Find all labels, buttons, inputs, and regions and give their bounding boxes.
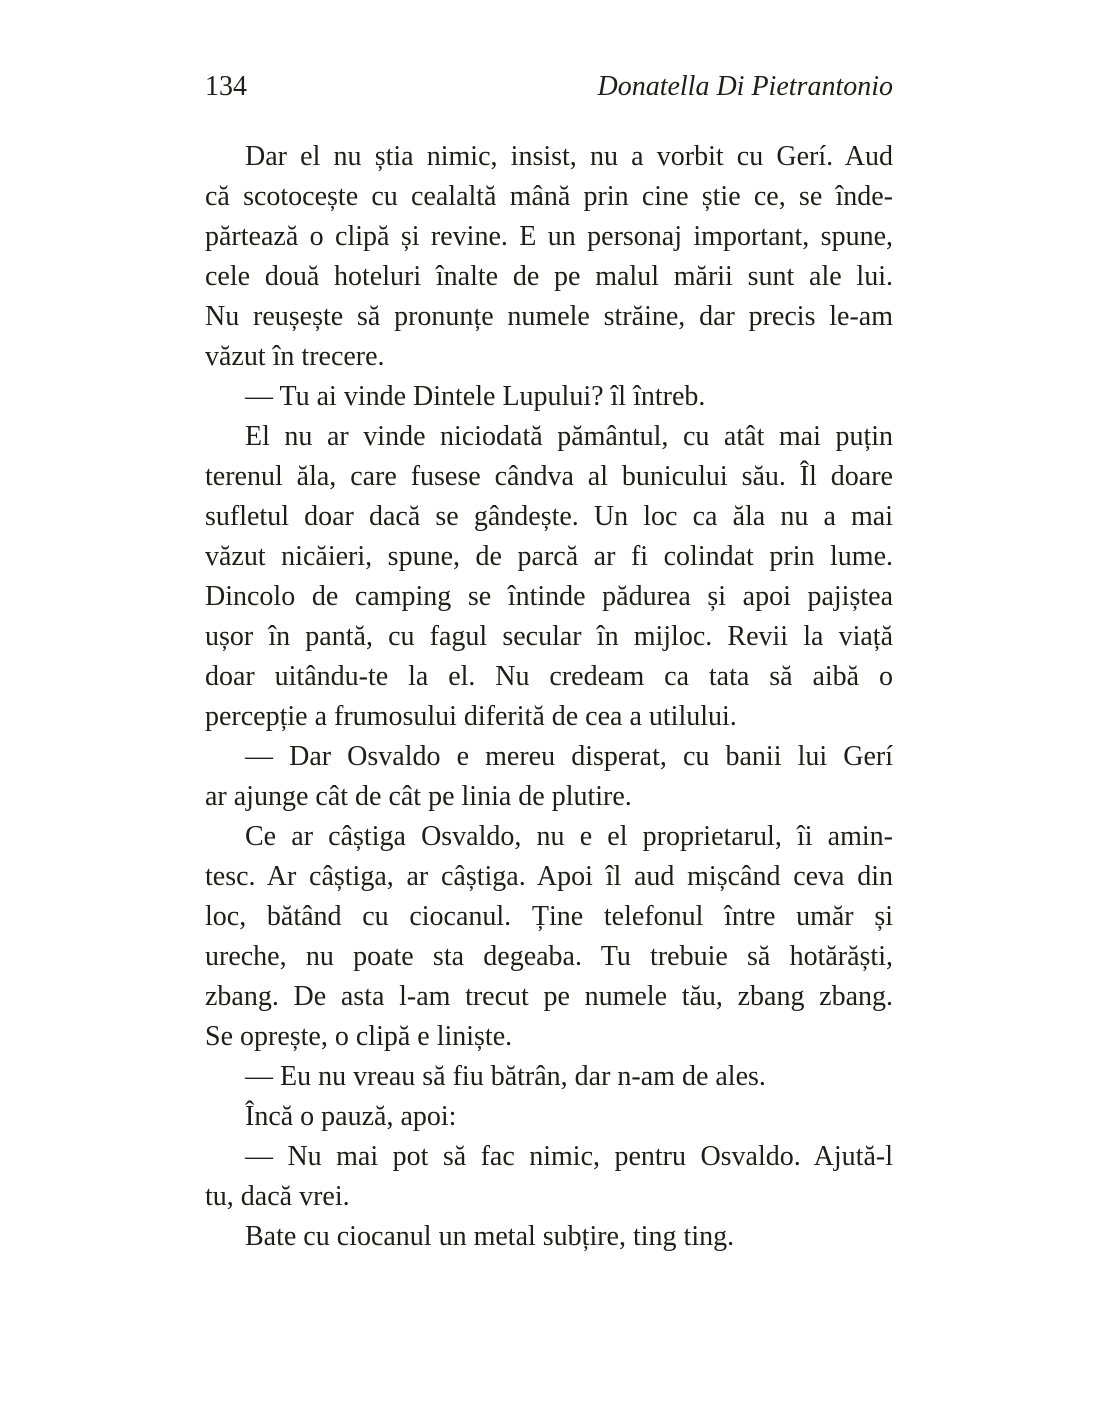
text-line: Încă o pauză, apoi: — [245, 1101, 457, 1132]
text-line: Dar el nu știa nimic, insist, nu a vorbit cu Gerí. Aud — [245, 141, 893, 172]
paragraph — [205, 737, 893, 817]
text-line: — Nu mai pot să fac nimic, pentru Osvaldo. Ajută-l — [245, 1141, 893, 1172]
paragraph — [205, 137, 893, 377]
text-line: — Tu ai vinde Dintele Lupului? îl întreb. — [245, 381, 706, 412]
text-line: ar ajunge cât de cât pe linia de plutire. — [205, 781, 632, 812]
text-line: tesc. Ar câștiga, ar câștiga. Apoi îl aud mișcând ceva din — [205, 861, 893, 892]
text-line: cele două hoteluri înalte de pe malul mării sunt ale lui. — [205, 261, 893, 292]
paragraph — [205, 817, 893, 1057]
paragraph — [205, 377, 893, 417]
text-line: percepție a frumosului diferită de cea a utilului. — [205, 701, 737, 732]
text-line: că scotocește cu cealaltă mână prin cine știe ce, se înde- — [205, 181, 893, 212]
paragraph — [205, 1217, 893, 1257]
text-line: Dincolo de camping se întinde pădurea și apoi pajiștea — [205, 581, 893, 612]
text-line: Ce ar câștiga Osvaldo, nu e el proprietarul, îi amin- — [245, 821, 893, 852]
paragraph — [205, 417, 893, 737]
text-line: — Eu nu vreau să fiu bătrân, dar n-am de ales. — [245, 1061, 766, 1092]
text-line: părtează o clipă și revine. E un personaj important, spune, — [205, 221, 893, 252]
text-line: văzut nicăieri, spune, de parcă ar fi colindat prin lume. — [205, 541, 893, 572]
page-body — [205, 137, 893, 1257]
text-line: — Dar Osvaldo e mereu disperat, cu banii lui Gerí — [245, 741, 893, 772]
paragraph — [205, 1057, 893, 1097]
text-line: sufletul doar dacă se gândește. Un loc ca ăla nu a mai — [205, 501, 893, 532]
text-line: văzut în trecere. — [205, 341, 385, 372]
text-line: ureche, nu poate sta degeaba. Tu trebuie să hotărăști, — [205, 941, 893, 972]
paragraph — [205, 1097, 893, 1137]
page-header — [205, 70, 893, 104]
text-line: zbang. De asta l-am trecut pe numele tău, zbang zbang. — [205, 981, 893, 1012]
page-number: 134 — [205, 71, 247, 102]
text-line: El nu ar vinde niciodată pământul, cu atât mai puțin — [245, 421, 893, 452]
running-head-author: Donatella Di Pietrantonio — [597, 71, 893, 102]
paragraph — [205, 1137, 893, 1217]
text-line: doar uitându-te la el. Nu credeam ca tata să aibă o — [205, 661, 893, 692]
text-line: Nu reușește să pronunțe numele străine, dar precis le-am — [205, 301, 893, 332]
text-line: Bate cu ciocanul un metal subțire, ting ting. — [245, 1221, 735, 1252]
text-line: terenul ăla, care fusese cândva al bunicului său. Îl doare — [205, 461, 893, 492]
text-line: tu, dacă vrei. — [205, 1181, 350, 1212]
text-line: ușor în pantă, cu fagul secular în mijloc. Revii la viață — [205, 621, 893, 652]
text-line: loc, bătând cu ciocanul. Ține telefonul între umăr și — [205, 901, 893, 932]
text-line: Se oprește, o clipă e liniște. — [205, 1021, 513, 1052]
